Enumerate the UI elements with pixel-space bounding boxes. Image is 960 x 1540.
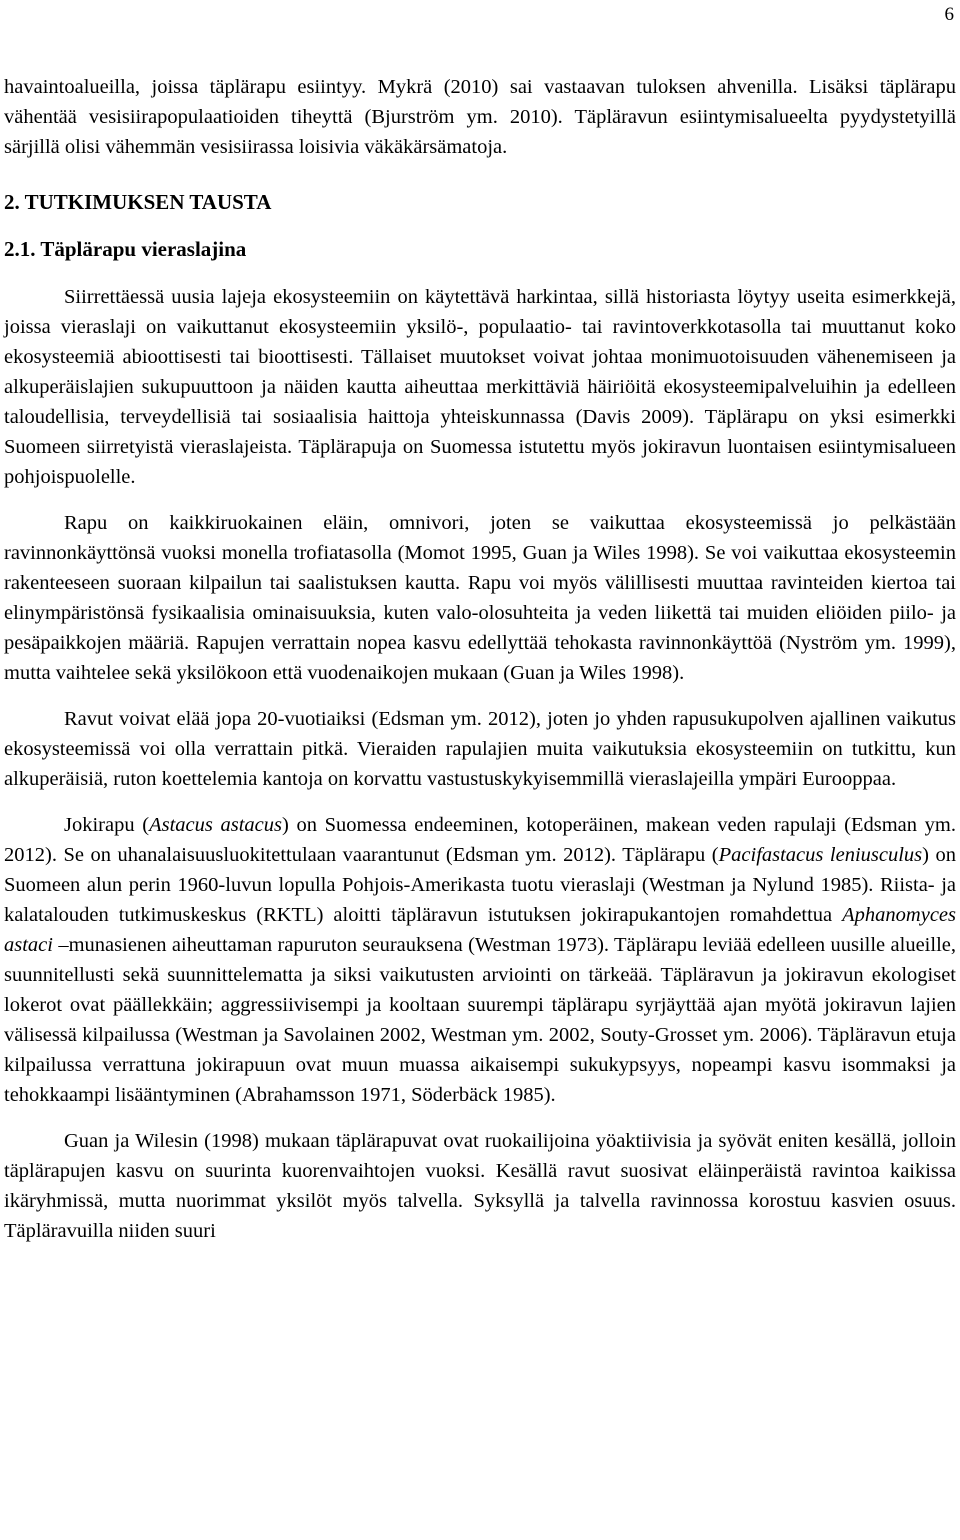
paragraph-2: Rapu on kaikkiruokainen eläin, omnivori, joten se vaikuttaa ekosysteemissä jo pelkästään ravinnonkäyttönsä vuoksi monella trofiatasolla (Momot 1995, Guan ja Wiles 1998). Se voi vaikuttaa ekosysteemin rakenteeseen suoraan kilpailun tai saalistuksen kautta. Rapu voi myös välillisesti muuttaa ravinteiden kiertoa tai elinympäristönsä fysikaalisia ominaisuuksia, kuten valo-olosuhteita ja veden liikettä tai muiden eliöiden piilo- ja pesäpaikkojen määriä. Rapujen verrattain nopea kasvu edellyttää tehokasta ravinnonkäyttöä (Nyström ym. 1999), mutta vaihtelee sekä yksilökoon että vuodenaikojen mukaan (Guan ja Wiles 1998). bbox=[4, 512, 956, 684]
paragraph-4-text-2: ) on Suomessa endeeminen, kotoperäinen, makean veden rapulaji (Edsman ym. 2012). Se on uhanalaisuusluokitettulaan vaarantunut (Edsman ym. 2012). Täplärapu ( bbox=[4, 814, 956, 866]
paragraph-4-text-3: ) on Suomeen alun perin 1960-luvun lopulla Pohjois-Amerikasta tuotu vieraslaji (Westman ja Nylund 1985). Riista- ja kalatalouden tutkimuskeskus (RKTL) aloitti täpläravun istutuksen jokirapukantojen romahdettua bbox=[4, 844, 956, 926]
paragraph-3: Ravut voivat elää jopa 20-vuotiaiksi (Edsman ym. 2012), joten jo yhden rapusukupolven ajallinen vaikutus ekosysteemissä voi olla verrattain pitkä. Vieraiden rapulajien muita vaikutuksia ekosysteemiin on tutkittu, kun alkuperäisiä, ruton koettelemia kantoja on korvattu vastustuskykyisemmillä vieraslajeilla ympäri Eurooppaa. bbox=[4, 708, 956, 790]
species-name-pacifastacus: Pacifastacus leniusculus bbox=[718, 844, 923, 866]
paragraph-4 bbox=[4, 810, 956, 1110]
subsection-heading: 2.1. Täplärapu vieraslajina bbox=[4, 237, 247, 261]
species-name-astacus: Astacus astacus bbox=[149, 814, 283, 836]
document-body bbox=[4, 72, 956, 1246]
paragraph-4-text-4: –munasienen aiheuttaman rapuruton seurauksena (Westman 1973). Täplärapu leviää edelleen uusille alueille, suunnitellusti sekä suunnittelematta ja siksi vaikutusten arviointi on tärkeää. Täpläravun ja jokiravun ekologiset lokerot ovat päällekkäin; aggressiivisempi ja kooltaan suurempi täplärapu syrjäyttää ajan myötä jokiravun lajien välisessä kilpailussa (Westman ja Savolainen 2002, Westman ym. 2002, Souty-Grosset ym. 2006). Täpläravun etuja kilpailussa verrattuna jokirapuun ovat muun muassa aikaisempi sukukypsyys, nopeampi kasvu isommaksi ja tehokkaampi lisääntyminen (Abrahamsson 1971, Söderbäck 1985). bbox=[4, 934, 956, 1106]
paragraph-4-text-1: Jokirapu ( bbox=[64, 814, 150, 836]
section-heading: 2. TUTKIMUKSEN TAUSTA bbox=[4, 190, 272, 214]
intro-paragraph: havaintoalueilla, joissa täplärapu esiintyy. Mykrä (2010) sai vastaavan tuloksen ahvenilla. Lisäksi täplärapu vähentää vesisiirapopulaatioiden tiheyttä (Bjurström ym. 2010). Täpläravun esiintymisalueelta pyydystetyillä särjillä olisi vähemmän vesisiirassa loisivia väkäkärsämatoja. bbox=[4, 76, 956, 158]
species-name-aphanomyces: Aphanomyces astaci bbox=[4, 904, 956, 956]
page-number: 6 bbox=[944, 4, 954, 25]
paragraph-1: Siirrettäessä uusia lajeja ekosysteemiin on käytettävä harkintaa, sillä historiasta löytyy useita esimerkkejä, joissa vieraslaji on vaikuttanut ekosysteemiin yksilö-, populaatio- tai ravintoverkkotasolla tai muuttanut koko ekosysteemiä abioottisesti tai bioottisesti. Tällaiset muutokset voivat johtaa monimuotoisuuden vähenemiseen ja alkuperäislajien sukupuuttoon ja näiden kautta aiheuttaa merkittäviä häiriöitä ekosysteemipalveluihin ja edelleen taloudellisia, terveydellisiä tai sosiaalisia haittoja yhteiskunnassa (Davis 2009). Täplärapu on yksi esimerkki Suomeen siirretyistä vieraslajeista. Täplärapuja on Suomessa istutettu myös jokiravun luontaisen esiintymisalueen pohjoispuolelle. bbox=[4, 286, 956, 488]
paragraph-5: Guan ja Wilesin (1998) mukaan täplärapuvat ovat ruokailijoina yöaktiivisia ja syövät eniten kesällä, jolloin täplärapujen kasvu on suurinta kuorenvaihtojen vuoksi. Kesällä ravut suosivat eläinperäistä ravintoa kaikissa ikäryhmissä, mutta nuorimmat yksilöt myös talvella. Syksyllä ja talvella ravinnossa korostuu kasvien osuus. Täpläravuilla niiden suuri bbox=[4, 1130, 956, 1242]
